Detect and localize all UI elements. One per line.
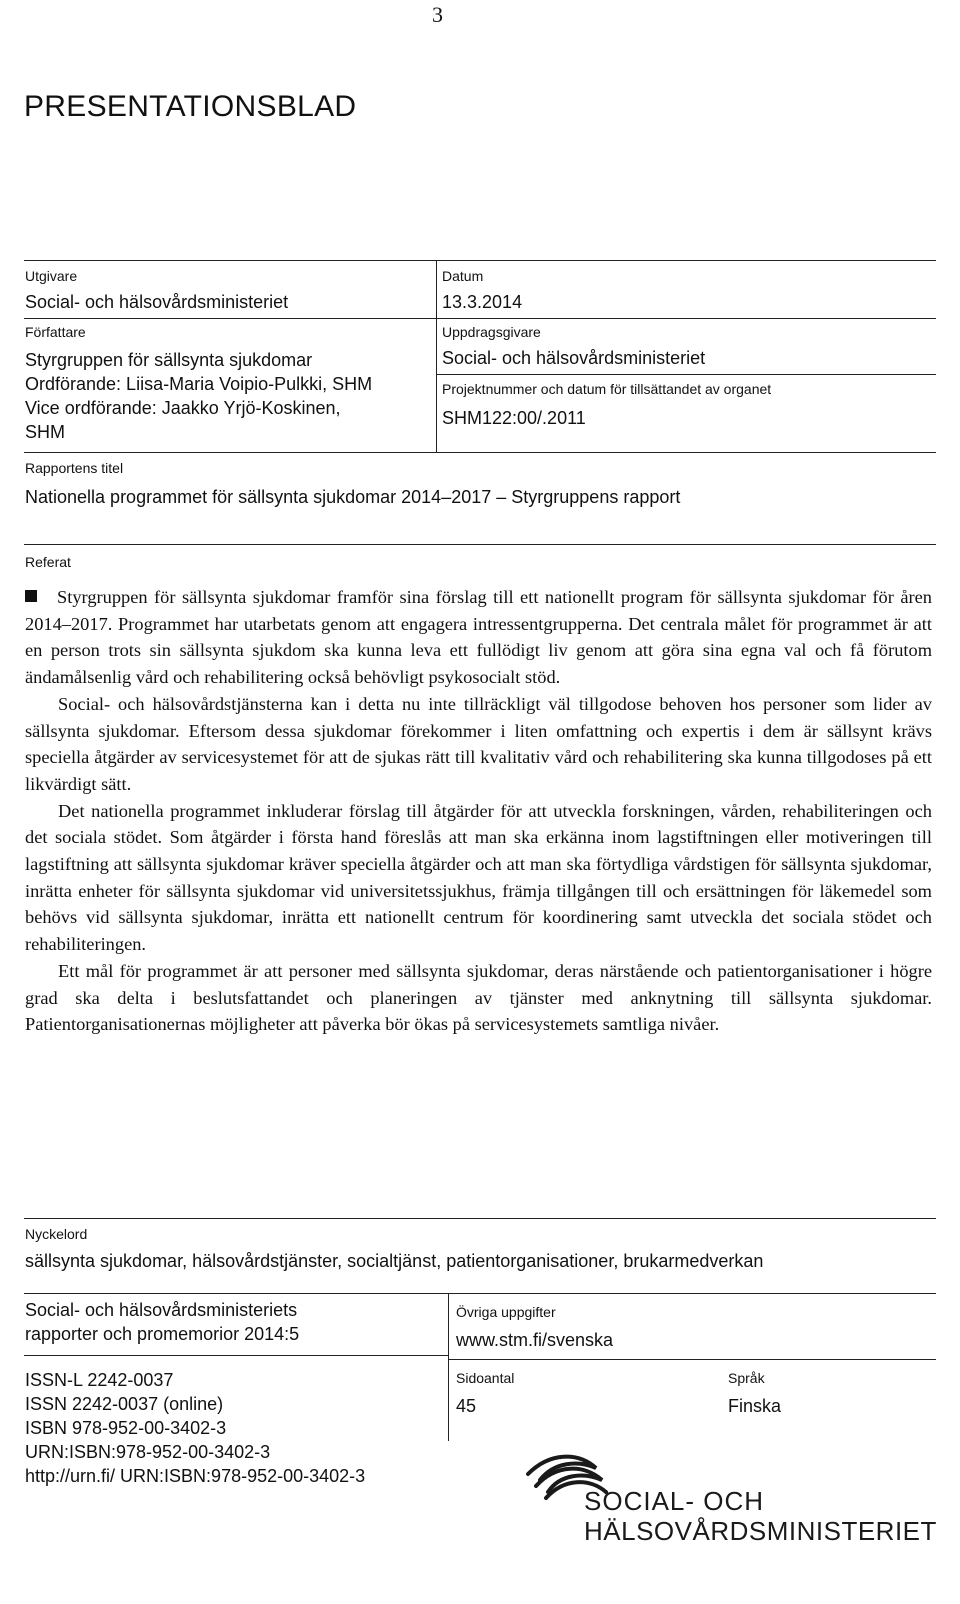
- series-line: Social- och hälsovårdsministeriets: [25, 1300, 298, 1320]
- identifier-line: ISBN 978-952-00-3402-3: [25, 1418, 227, 1438]
- identifier-line: ISSN 2242-0037 (online): [25, 1394, 224, 1414]
- project-value: SHM122:00/.2011: [442, 408, 586, 428]
- series-block: [25, 1298, 299, 1346]
- bottom-column-divider: [448, 1293, 449, 1441]
- identifier-line: http://urn.fi/ URN:ISBN:978-952-00-3402-3: [25, 1466, 366, 1486]
- report-title-label: Rapportens titel: [25, 460, 124, 476]
- keywords-value: sällsynta sjukdomar, hälsovårdstjänster, socialtjänst, patientorganisationer, brukarmedverkan: [25, 1251, 764, 1271]
- authors-label: Författare: [25, 324, 86, 340]
- logo-line-1: SOCIAL- OCH: [584, 1486, 765, 1516]
- pages-label: Sidoantal: [456, 1370, 515, 1386]
- author-line: Vice ordförande: Jaakko Yrjö-Koskinen,: [25, 398, 341, 418]
- keywords-label: Nyckelord: [25, 1226, 88, 1242]
- abstract-paragraph: Social- och hälsovårdstjänsterna kan i detta nu inte tillräckligt väl tillgodose behoven hos personer som lider av sällsynta sjukdomar. Eftersom dessa sjukdomar förekommer i liten omfattning och expertis i dem är sällsynt krävs speciella åtgärder av servicesystemet för att de sjukas rätt till kvalitativ vård och rehabilitering ska kunna tillgodoses på ett likvärdigt sätt.: [25, 693, 932, 794]
- rule-after-keywords: [24, 1293, 936, 1294]
- author-line: Styrgruppen för sällsynta sjukdomar: [25, 350, 313, 370]
- logo-line-2: HÄLSOVÅRDSMINISTERIET: [584, 1516, 937, 1546]
- identifier-line: ISSN-L 2242-0037: [25, 1370, 174, 1390]
- identifier-line: URN:ISBN:978-952-00-3402-3: [25, 1442, 271, 1462]
- ministry-logo: [520, 1446, 937, 1556]
- page-number: 3: [432, 2, 443, 27]
- abstract-paragraph: Det nationella programmet inkluderar förslag till åtgärder för att utveckla forskningen, vården, rehabiliteringen och det sociala stödet. Som åtgärder i första hand föreslås att man ska erkänna inom lagstiftningen eller motiveringen till lagstiftning att sällsynta sjukdomar kräver speciella åtgärder och att man ska förtydliga vårdstigen för sällsynta sjukdomar, inrätta enheter för sällsynta sjukdomar vid universitetssjukhus, främja tillgången till och ersättningen för läkemedel som behövs vid sällsynta sjukdomar, inrätta ett nationellt centrum för koordinering samt utveckla det sociala stödet och rehabiliteringen.: [25, 800, 932, 955]
- rule-after-title: [24, 544, 936, 545]
- abstract-body: [25, 584, 932, 1038]
- other-info-value: www.stm.fi/svenska: [456, 1330, 614, 1350]
- language-label: Språk: [728, 1370, 765, 1386]
- abstract-label: Referat: [25, 554, 71, 570]
- commissioner-label: Uppdragsgivare: [442, 324, 541, 340]
- rule-after-other-info: [448, 1359, 936, 1360]
- language-value: Finska: [728, 1396, 782, 1416]
- rule-after-commissioner: [436, 374, 936, 375]
- pages-value: 45: [456, 1396, 477, 1416]
- authors-block: [25, 348, 372, 444]
- bullet-square-icon: [25, 590, 37, 602]
- author-line: Ordförande: Liisa-Maria Voipio-Pulkki, SHM: [25, 374, 373, 394]
- project-label: Projektnummer och datum för tillsättandet av organet: [442, 381, 772, 397]
- date-value: 13.3.2014: [442, 292, 523, 312]
- rule-before-keywords: [24, 1218, 936, 1219]
- rule-after-authors: [24, 452, 936, 453]
- identifiers-block: [25, 1368, 365, 1488]
- publisher-label: Utgivare: [25, 268, 78, 284]
- author-line: SHM: [25, 422, 65, 442]
- rule-after-publisher: [24, 318, 936, 319]
- report-title-value: Nationella programmet för sällsynta sjukdomar 2014–2017 – Styrgruppens rapport: [25, 487, 681, 507]
- rule-after-series: [24, 1355, 448, 1356]
- other-info-label: Övriga uppgifter: [456, 1304, 556, 1320]
- date-label: Datum: [442, 268, 484, 284]
- abstract-paragraph: Styrgruppen för sällsynta sjukdomar framför sina förslag till ett nationellt program för sällsynta sjukdomar för åren 2014–2017. Programmet har utarbetats genom att engagera intressentgrupperna. Det centrala målet för programmet är att en person trots sin sällsynta sjukdom ska kunna leva ett fullödigt liv genom att göra sina egna val och få förutom ändamålsenlig vård och rehabilitering också behövligt psykosocialt stöd.: [25, 587, 932, 688]
- commissioner-value: Social- och hälsovårdsministeriet: [442, 348, 706, 368]
- top-rule: [24, 260, 936, 261]
- series-line: rapporter och promemorior 2014:5: [25, 1324, 300, 1344]
- document-title: PRESENTATIONSBLAD: [24, 90, 357, 123]
- abstract-paragraph: Ett mål för programmet är att personer med sällsynta sjukdomar, deras närstående och patientorganisationer i högre grad ska delta i beslutsfattandet och planeringen av tjänster med anknytning till sällsynta sjukdomar. Patientorganisationernas möjligheter att påverka bör ökas på servicesystemets samtliga nivåer.: [25, 960, 932, 1035]
- publisher-value: Social- och hälsovårdsministeriet: [25, 292, 289, 312]
- column-divider: [436, 260, 437, 452]
